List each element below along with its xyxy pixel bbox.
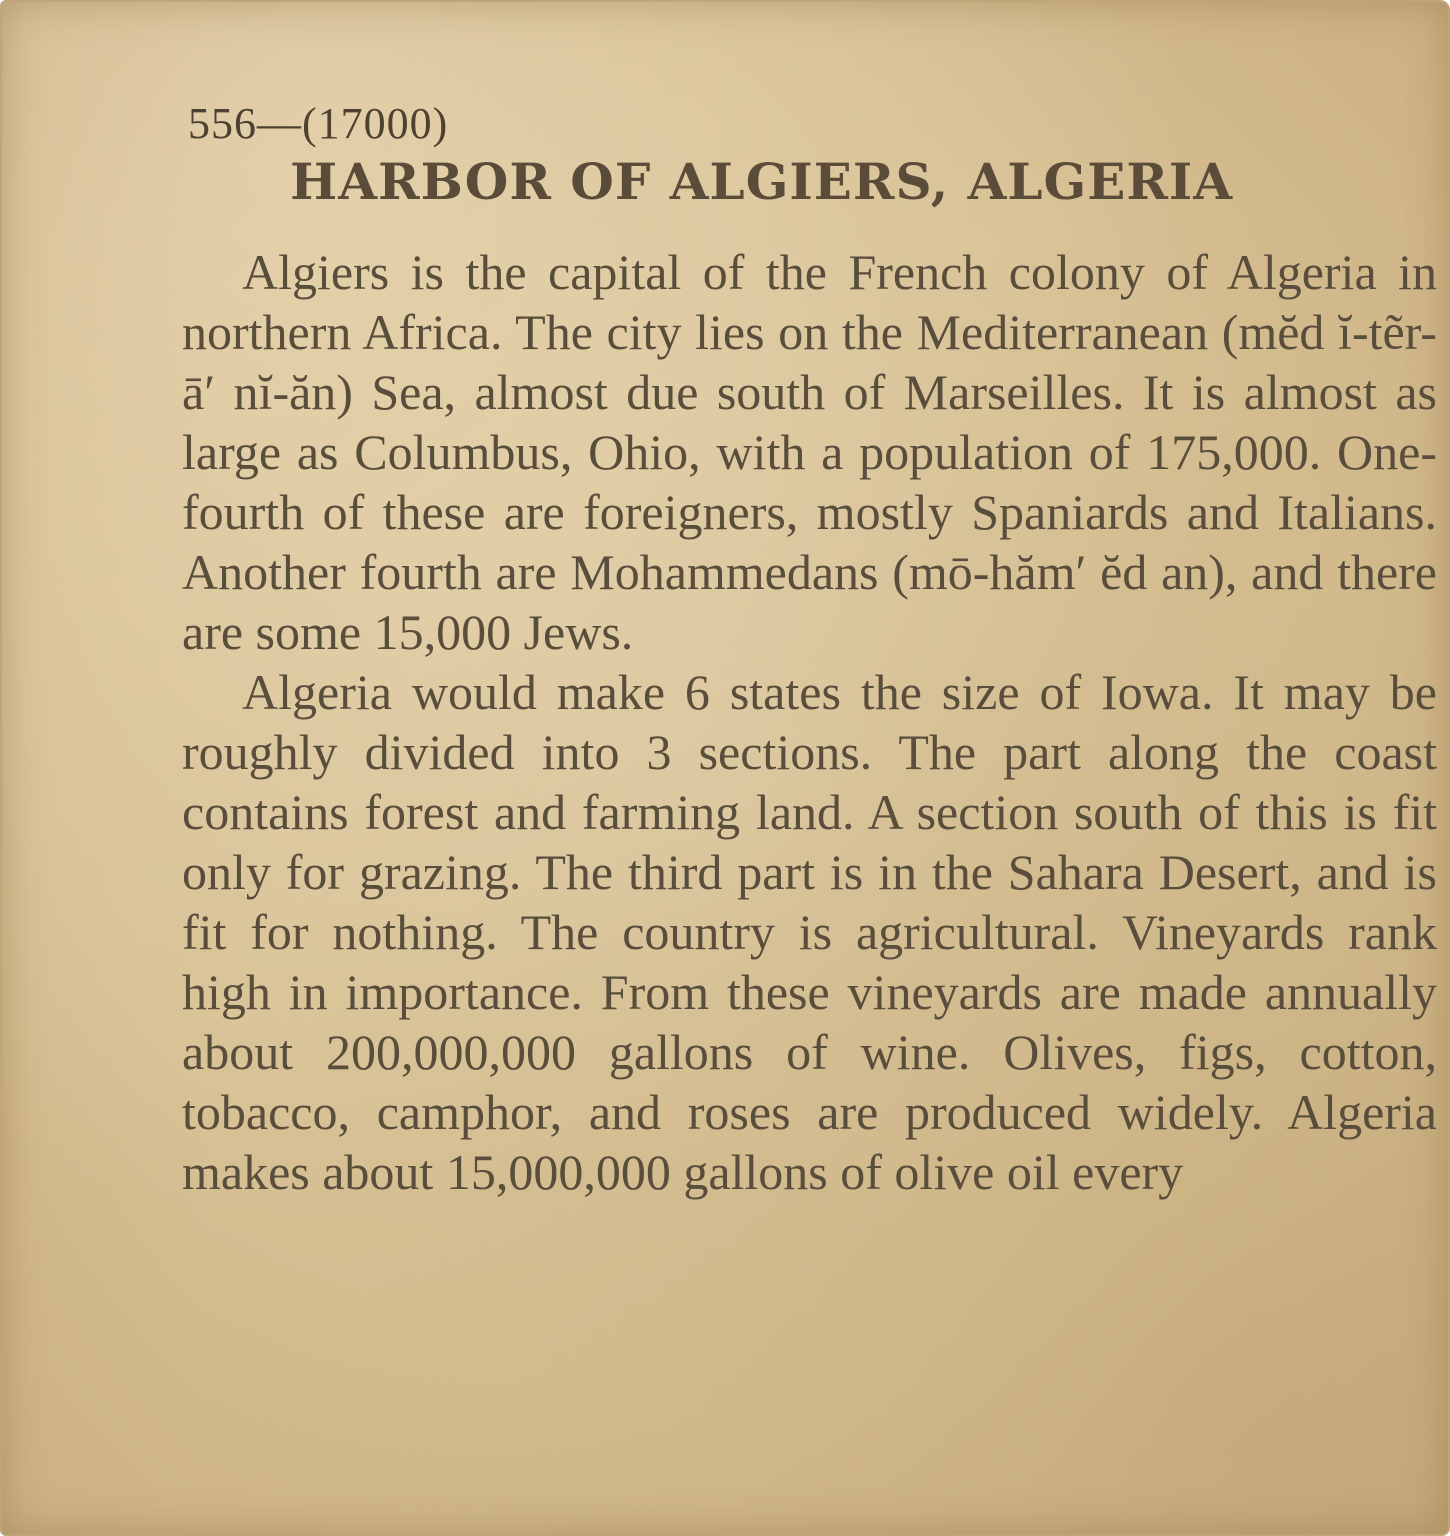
paragraph-algiers: Algiers is the capital of the French colony of Algeria in northern Africa. The city lies on the Mediterranean (mĕd ĭ-tẽr-ā′ nĭ-ăn) Sea, almost due south of Marseilles. It is almost as large as Columbus, Ohio, with a population of 175,000. One-fourth of these are foreigners, mostly Spaniards and Italians. Another fourth are Mohammedans (mō-hăm′ ĕd an), and there are some 15,000 Jews.	[182, 244, 1437, 660]
card-number: 556—(17000)	[188, 99, 449, 148]
paragraph-algeria: Algeria would make 6 states the size of Iowa. It may be roughly divided into 3 sections. The part along the coast contains forest and farming land. A section south of this is fit only for grazing. The third part is in the Sahara Desert, and is fit for nothing. The country is agricultural. Vineyards rank high in importance. From these vineyards are made annually about 200,000,000 gallons of wine. Olives, figs, cotton, tobacco, camphor, and roses are produced widely. Algeria makes about 15,000,000 gallons of olive oil every	[182, 664, 1437, 1200]
card-body	[182, 242, 1437, 1202]
card-title: HARBOR OF ALGIERS, ALGERIA	[290, 152, 1234, 211]
